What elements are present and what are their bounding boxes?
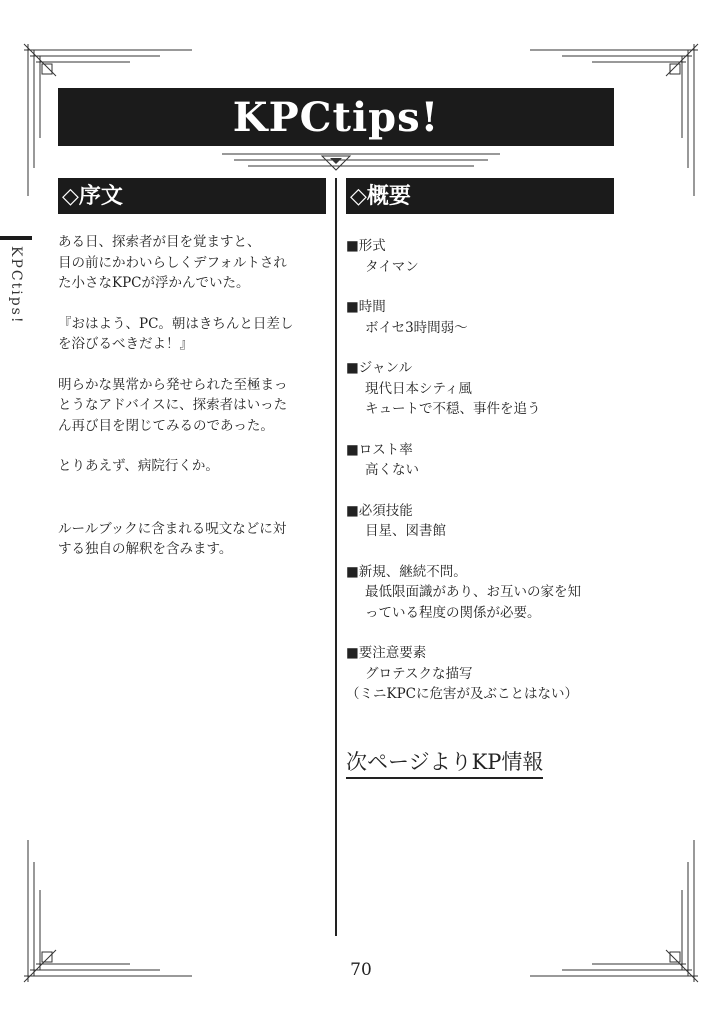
overview-item: [346, 297, 618, 338]
overview-item: [346, 643, 618, 705]
page-number: 70: [350, 960, 372, 980]
overview-item-label: ■形式: [346, 238, 386, 254]
overview-item-label: ■ジャンル: [346, 360, 413, 376]
intro-paragraph: 『おはよう、PC。朝はきちんと日差し を浴びるべきだよ！』: [58, 315, 294, 352]
page-title: KPCtips!: [58, 88, 614, 146]
intro-heading: ◇序文: [58, 178, 326, 214]
intro-paragraph: 明らかな異常から発せられた至極まっ とうなアドバイスに、探索者はいった ん再び目を閉じてみるのであった。: [58, 376, 288, 434]
side-tab-marker: [0, 236, 32, 240]
overview-item-label: ■新規、継続不問。: [346, 563, 467, 580]
overview-item-value: 最低限面識があり、お互いの家を知 っている程度の関係が必要。: [365, 584, 581, 621]
overview-item: [346, 562, 618, 624]
side-tab-label: KPCtips!: [8, 246, 24, 325]
overview-item-value: タイマン: [365, 258, 419, 275]
overview-heading: ◇概要: [346, 178, 614, 214]
overview-item-value: 高くない: [365, 462, 419, 478]
overview-item-label: ■ロスト率: [346, 441, 413, 458]
intro-paragraph: ある日、探索者が目を覚ますと、 目の前にかわいらしくデフォルトされ た小さなKPCが浮かんでいた。: [58, 234, 287, 291]
overview-item-label: ■時間: [346, 299, 386, 315]
overview-item: [346, 501, 618, 542]
next-page-heading: 次ページよりKP情報: [346, 746, 543, 779]
overview-item-value: ボイセ3時間弱～: [365, 319, 468, 336]
overview-item-label: ■必須技能: [346, 502, 413, 519]
rules-note: ルールブックに含まれる呪文などに対 する独自の解釈を含みます。: [58, 520, 287, 557]
overview-item-note: （ミニKPCに危害が及ぶことはない）: [346, 686, 578, 702]
overview-item-value: グロテスクな描写: [365, 665, 473, 682]
column-divider: [335, 178, 337, 936]
overview-item: [346, 440, 618, 481]
overview-item-value: 現代日本シティ風 キュートで不穏、事件を追う: [365, 380, 541, 417]
intro-paragraph: とりあえず、病院行くか。: [58, 458, 219, 474]
overview-item: [346, 236, 618, 277]
overview-item-value: 目星、図書館: [365, 523, 446, 539]
overview-list: [346, 236, 618, 725]
overview-item-label: ■要注意要素: [346, 645, 427, 661]
overview-item: [346, 358, 618, 420]
intro-text: [58, 232, 328, 580]
